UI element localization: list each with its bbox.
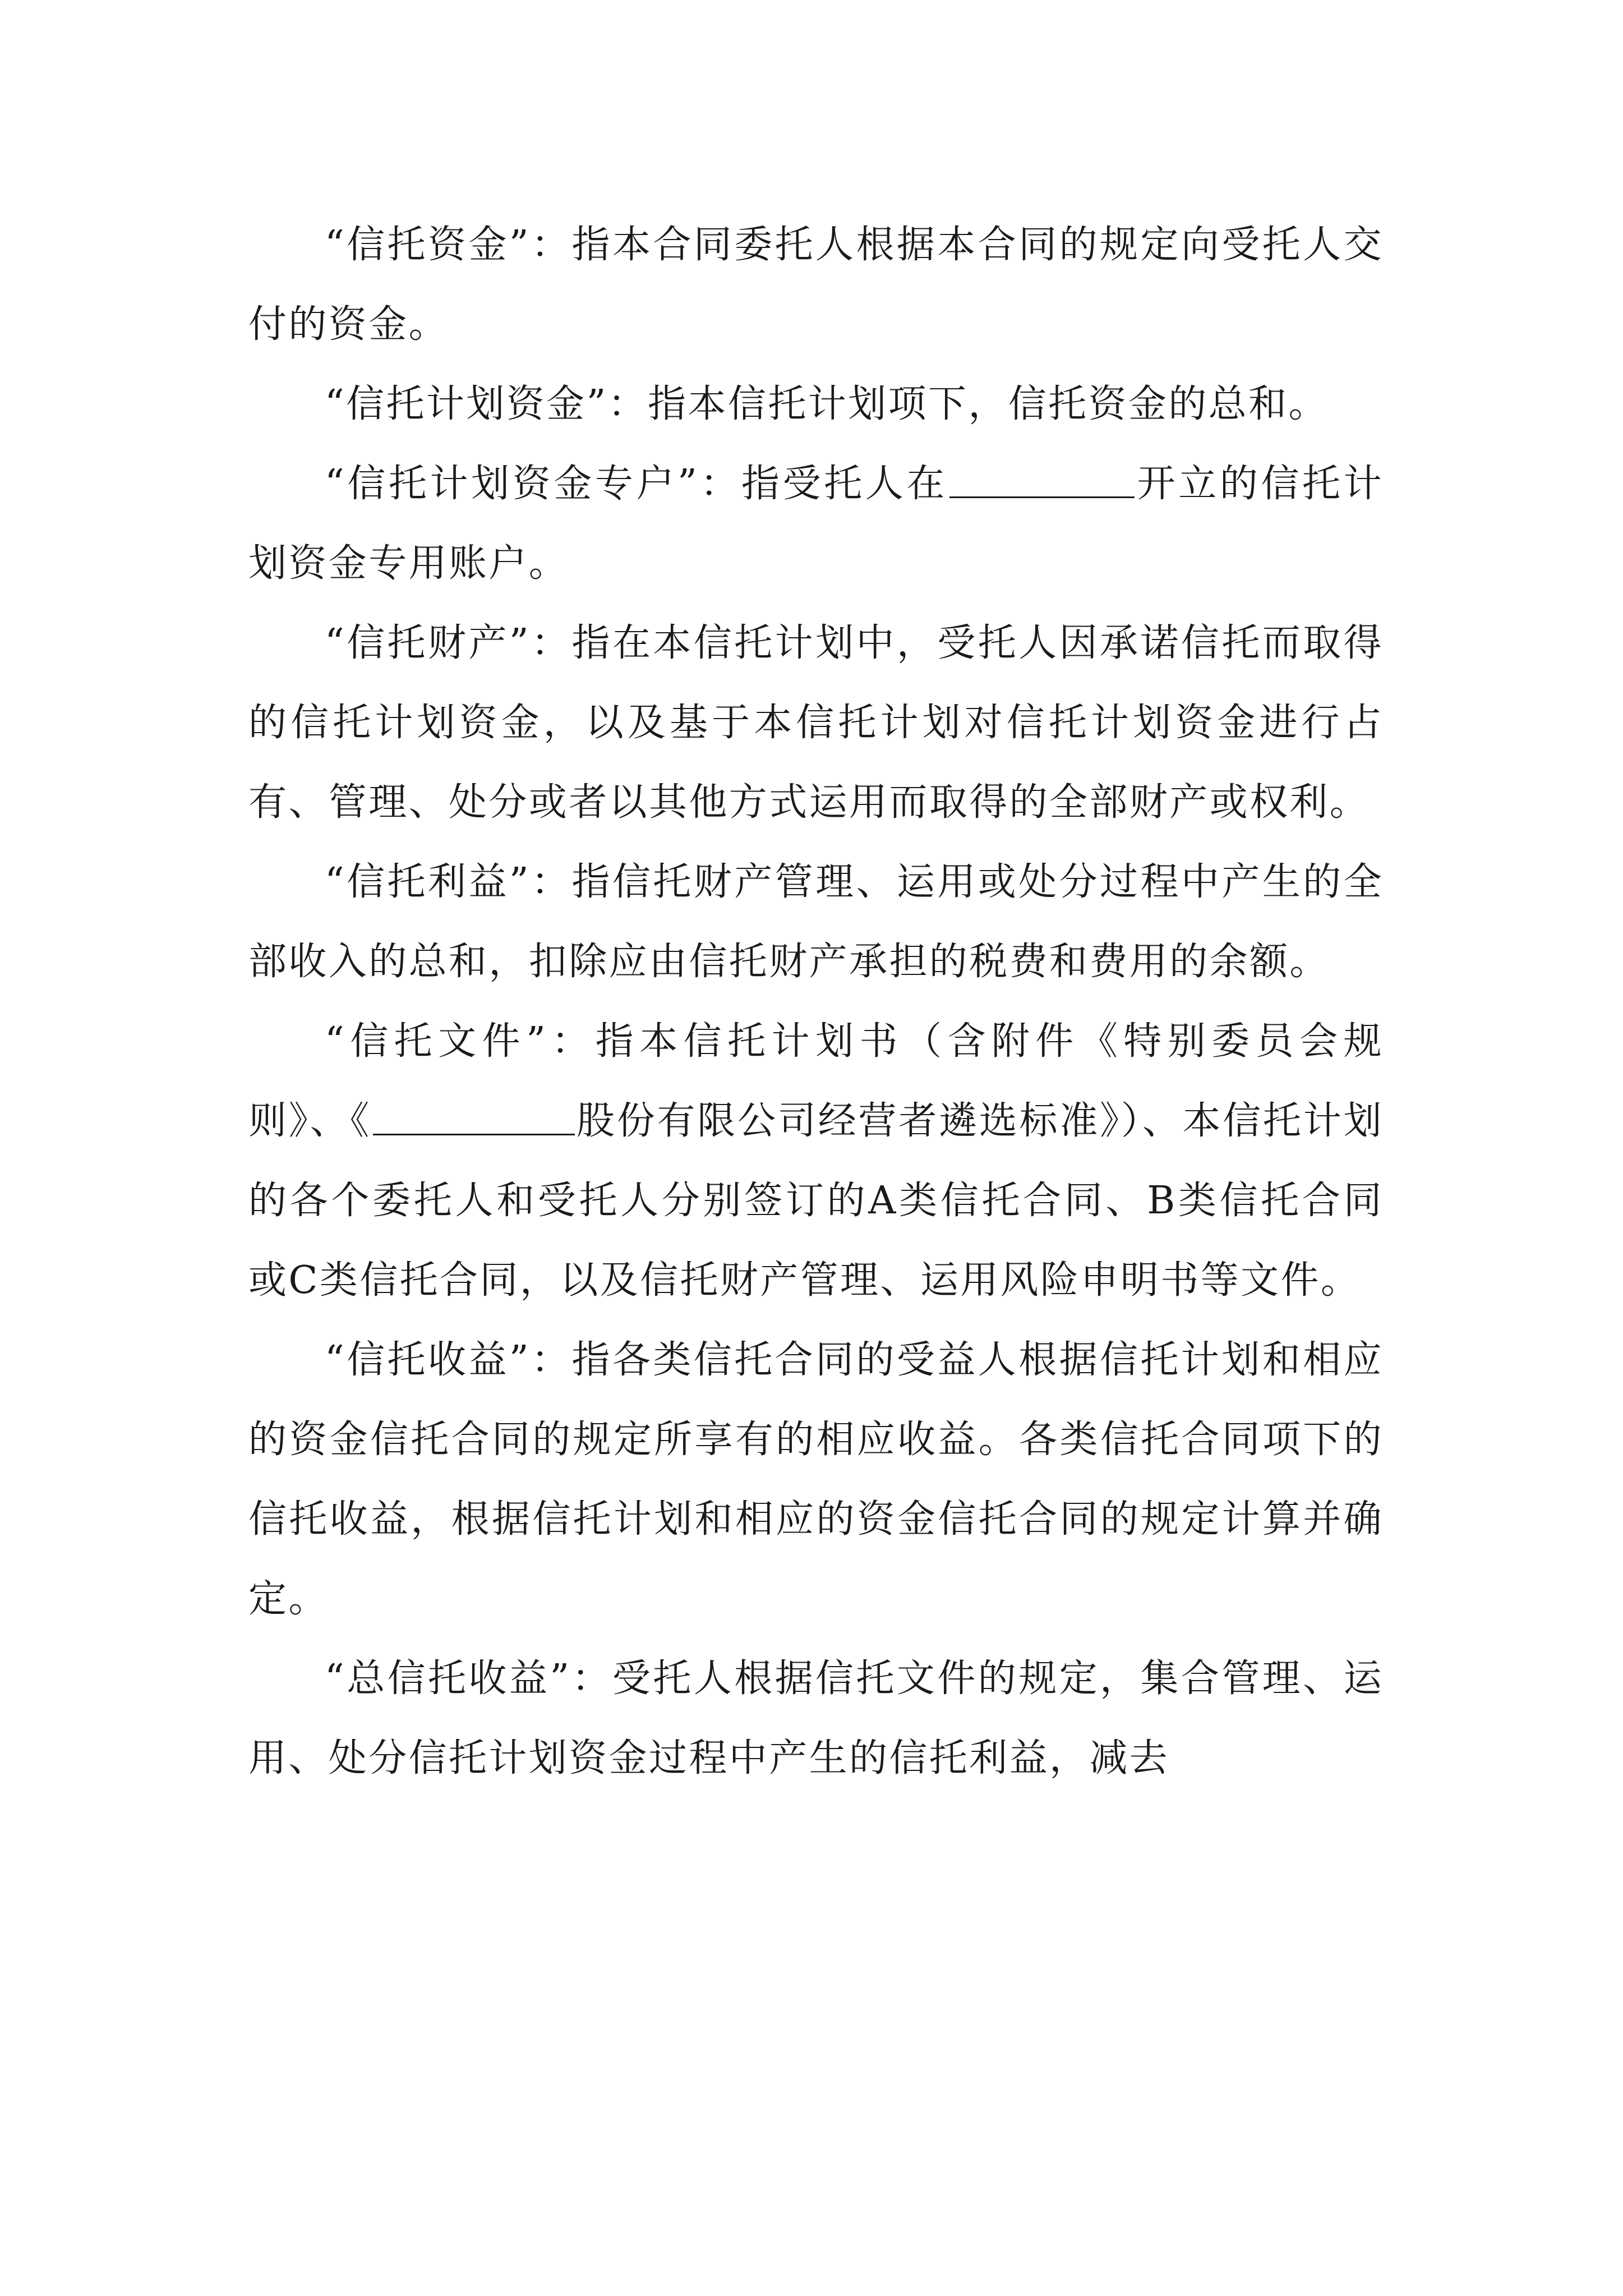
definition-text-after-blank: 开立的信托计划资金专用账户。 [248, 462, 1384, 586]
definition-text: ：指本合同委托人根据本合同的规定向受托人交付的资金。 [248, 223, 1384, 347]
definition-trust-property [248, 604, 1384, 843]
definition-text-before-blank: ：指本信托计划书（含附件《特别委员会规则》、《 [248, 1019, 1384, 1143]
definition-term: “信托计划资金专户” [325, 462, 699, 506]
definition-text: ：指信托财产管理、运用或处分过程中产生的全部收入的总和，扣除应由信托财产承担的税费和费用的余额。 [248, 860, 1384, 984]
fill-in-blank-bank [949, 461, 1135, 499]
definition-term: “信托文件” [325, 1019, 548, 1064]
definition-total-trust-income [248, 1639, 1384, 1798]
definition-text: ：受托人根据信托文件的规定，集合管理、运用、处分信托计划资金过程中产生的信托利益，减去 [248, 1657, 1384, 1780]
document-body [248, 205, 1384, 1798]
definition-text-after-blank: 股份有限公司经营者遴选标准》）、本信托计划的各个委托人和受托人分别签订的A类信托合同、B类信托合同或C类信托合同，以及信托财产管理、运用风险申明书等文件。 [248, 1099, 1384, 1303]
definition-trust-plan-account [248, 444, 1384, 604]
definition-trust-income [248, 1320, 1384, 1639]
definition-trust-funds [248, 205, 1384, 365]
definition-trust-benefit [248, 843, 1384, 1002]
definition-text: ：指各类信托合同的受益人根据信托计划和相应的资金信托合同的规定所享有的相应收益。各类信托合同项下的信托收益，根据信托计划和相应的资金信托合同的规定计算并确定。 [248, 1338, 1384, 1621]
definition-trust-plan-funds [248, 365, 1384, 444]
definition-term: “信托资金” [325, 223, 531, 267]
definition-term: “总信托收益” [325, 1657, 571, 1701]
definition-term: “信托利益” [325, 860, 531, 904]
definition-text: ：指本信托计划项下，信托资金的总和。 [607, 382, 1329, 426]
definition-term: “信托计划资金” [325, 382, 608, 426]
definition-trust-documents [248, 1002, 1384, 1320]
fill-in-blank-company [373, 1098, 575, 1136]
definition-term: “信托收益” [325, 1338, 531, 1382]
definition-text: ：指在本信托计划中，受托人因承诺信托而取得的信托计划资金，以及基于本信托计划对信托计划资金进行占有、管理、处分或者以其他方式运用而取得的全部财产或权利。 [248, 621, 1384, 825]
definition-text-before-blank: ：指受托人在 [699, 462, 948, 506]
definition-term: “信托财产” [325, 621, 531, 665]
